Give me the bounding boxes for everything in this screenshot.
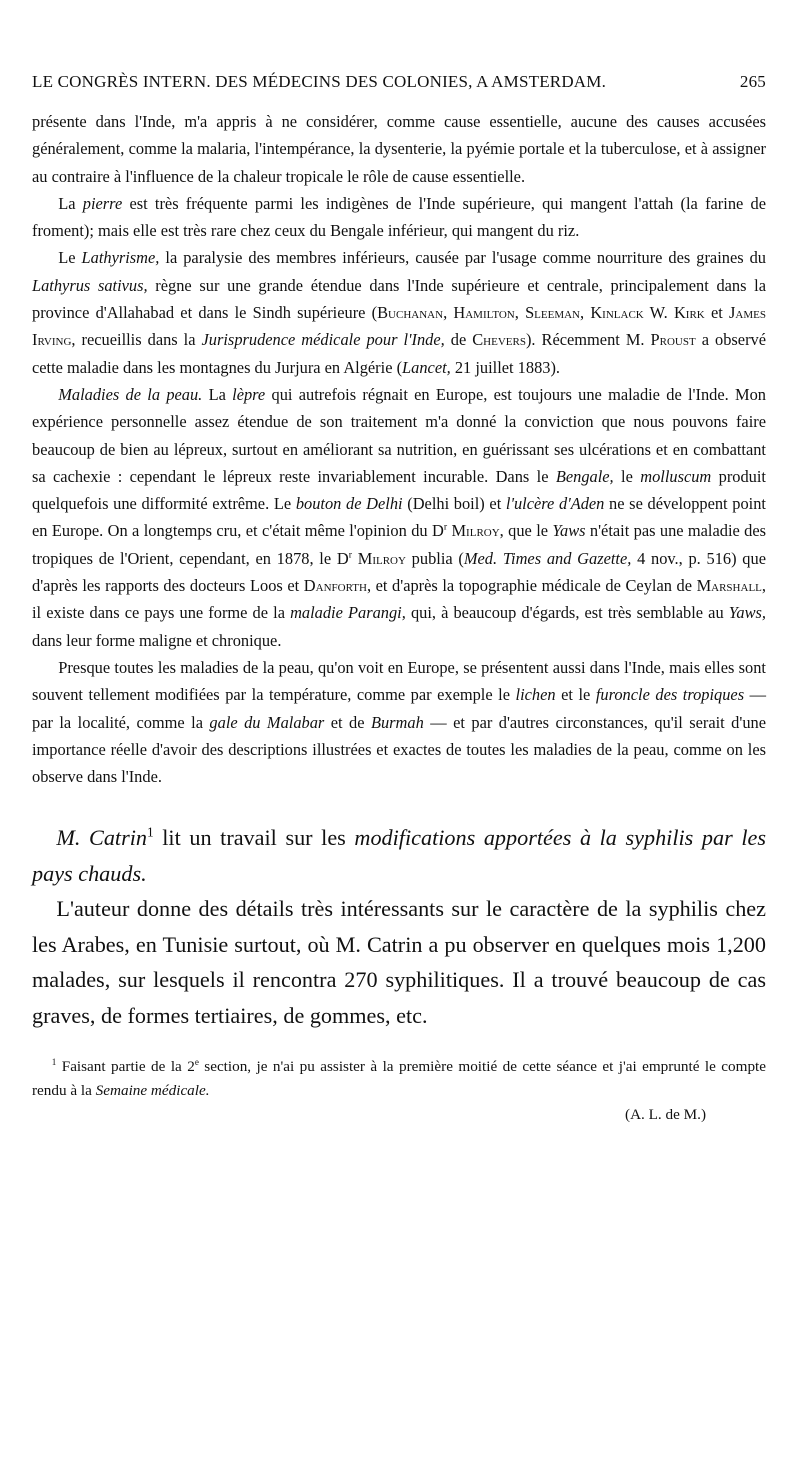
running-title: LE CONGRÈS INTERN. DES MÉDECINS DES COLONIES, A AMSTERDAM. (32, 72, 607, 91)
text-run: 4 nov., p. 516) que d'après les rapports des docteurs Loos et (32, 548, 766, 596)
text-run: Faisant partie de la 2 (56, 1058, 195, 1076)
text-run: et le (555, 685, 596, 705)
author-name: Buchanan (377, 303, 444, 323)
text-run: qui, à beaucoup d'égards, est très semblable au (405, 603, 729, 623)
text-run: et de (324, 712, 371, 732)
text-run: , que le (499, 521, 553, 541)
paragraph-presque-toutes (32, 654, 766, 790)
catrin-section (32, 820, 766, 1033)
paragraph-lathyrisme (32, 244, 766, 380)
text-run: , (580, 303, 591, 323)
text-run: ). Récemment M. (525, 330, 651, 350)
text-run: , et d'après la topographie médicale de Ceylan de (366, 576, 697, 596)
author-name: Milroy (357, 548, 406, 568)
text-run: publia ( (405, 548, 464, 568)
italic-term: Yaws, (728, 603, 766, 623)
author-name: Sleeman (525, 303, 581, 323)
text-run: a observé cette maladie dans les montagnes du Jurjura en Algérie ( (32, 330, 766, 377)
italic-term: lèpre (232, 384, 266, 404)
text-run: produit quelquefois une difformité extrême. Le (32, 466, 766, 514)
footnote-text (32, 1055, 766, 1103)
paragraph-continuation: présente dans l'Inde, m'a appris à ne considérer, comme cause essentielle, aucune des causes accusées généralement, comme la malaria, l'intempérance, la dysenterie, la pyémie portale et la tuberculose, et à assigner au contraire à l'influence de la chaleur tropicale le rôle de cause essentielle. (32, 112, 766, 186)
author-name: Milroy (451, 521, 500, 541)
page-number: 265 (739, 72, 766, 91)
italic-term: bouton de Delhi (295, 494, 403, 514)
text-run: et (704, 303, 730, 323)
text-run: lit un travail sur les (153, 825, 355, 851)
italic-heading: Maladies de la peau. (58, 384, 203, 404)
author-name: Danforth (303, 576, 367, 596)
italic-title: Jurisprudence médicale pour l'Inde, (201, 330, 445, 350)
paragraph-maladies-peau (32, 381, 766, 654)
text-run: de (444, 330, 473, 350)
italic-term: lichen (515, 685, 556, 705)
italic-term: gale du Malabar (209, 712, 325, 732)
text-run: la paralysie des membres inférieurs, causée par l'usage comme nourriture des graines du (159, 248, 766, 268)
italic-term: l'ulcère d'Aden (505, 494, 605, 514)
text-run: — et par d'autres circonstances, qu'il serait d'une importance réelle d'avoir des descriptions illustrées et exactes de toutes les maladies de la peau, comme on les observe dans l'Inde. (32, 712, 766, 787)
paragraph-pierre (32, 190, 766, 245)
text-run: le (613, 466, 641, 486)
italic-term: furoncle des tropiques (595, 685, 745, 705)
section-body-paragraph: L'auteur donne des détails très intéressants sur le caractère de la syphilis chez les Arabes, en Tunisie surtout, où M. Catrin a pu observer en quelques mois 1,200 malades, sur lesquels il rencontra 270 syphilitiques. Il a trouvé beaucoup de cas graves, de formes tertiaires, de gommes, etc. (32, 896, 766, 1028)
text-run: , (443, 303, 454, 323)
text-run: 21 juillet 1883). (450, 357, 561, 377)
text-run: dans leur forme maligne et chronique. (32, 630, 282, 650)
author-name: Proust (650, 330, 696, 350)
italic-term: Bengale, (555, 466, 614, 486)
italic-title: modifications apportées à la syphilis par les pays chauds. (32, 825, 766, 886)
italic-term: Yaws (552, 521, 586, 541)
italic-term: molluscum (640, 466, 712, 486)
italic-term: maladie Parangi, (290, 603, 406, 623)
text-run: Presque toutes les maladies de la peau, qu'on voit en Europe, se présentent aussi dans l'Inde, mais elles sont souvent tellement modifiées par la température, comme par exemple le (32, 657, 766, 705)
text-run: , (514, 303, 526, 323)
footnote-signature: (A. L. de M.) (625, 1106, 706, 1124)
main-text (32, 108, 766, 790)
text-run: section, je n'ai pu assister à la première moitié de cette séance et j'ai emprunté le compte rendu à la (32, 1058, 766, 1100)
text-run: La (202, 384, 233, 404)
text-run: qui autrefois régnait en Europe, est toujours une maladie de l'Inde. Mon expérience personnelle assez étendue de son traitement m'a donné la conviction que nous pouvons faire beaucoup de bien au lépreux, surtout en améliorant sa nutrition, en guérissant ses ulcérations et en combattant sa cachexie : cependant le lépreux reste invariablement incurable. Dans le (32, 384, 766, 486)
text-run: , recueillis dans la (71, 330, 202, 350)
section-heading-paragraph (32, 820, 766, 891)
document-page (32, 72, 766, 1127)
footnote-number: 1 (51, 1057, 57, 1068)
italic-title: Med. Times and Gazette, (463, 548, 632, 568)
text-run: règne sur une grande étendue dans l'Inde supérieure et centrale, principalement dans la province d'Allahabad et dans le Sindh supérieure ( (32, 275, 767, 323)
text-run: Le (58, 248, 82, 268)
author-name: James Irving (32, 303, 766, 350)
italic-title: Lancet, (402, 357, 451, 377)
italic-term: Burmah (370, 712, 424, 732)
author-name: Kinlack W. Kirk (590, 303, 705, 323)
text-run: La (58, 193, 83, 213)
superscript: r (443, 521, 448, 533)
speaker-name: M. Catrin (56, 825, 147, 851)
italic-term: pierre (82, 193, 123, 213)
text-run: (Delhi boil) et (402, 494, 506, 514)
text-run: ne se développent point en Europe. On a longtemps cru, et c'était même l'opinion du D (32, 494, 766, 541)
footnote-marker: 1 (147, 825, 154, 841)
superscript: r (348, 549, 352, 561)
text-run: est très fréquente parmi les indigènes de l'Inde supérieure, qui mangent l'attah (la farine de froment); mais elle est très rare chez ceux du Bengale inférieur, qui mangent du riz. (32, 193, 766, 241)
text-run: — par la localité, comme la (32, 685, 766, 732)
running-header (32, 72, 766, 102)
text-run: n'était pas une maladie des tropiques de l'Orient, cependant, en 1878, le D (32, 521, 767, 568)
author-name: Marshall (696, 576, 762, 596)
superscript: e (194, 1057, 199, 1068)
italic-term: Lathyrus sativus, (32, 275, 148, 295)
author-name: Chevers (472, 330, 526, 350)
text-run: , il existe dans ce pays une forme de la (32, 576, 766, 623)
italic-title: Semaine médicale. (95, 1082, 210, 1100)
italic-term: Lathyrisme, (81, 248, 160, 268)
footnote (32, 1055, 766, 1127)
author-name: Hamilton (453, 303, 515, 323)
